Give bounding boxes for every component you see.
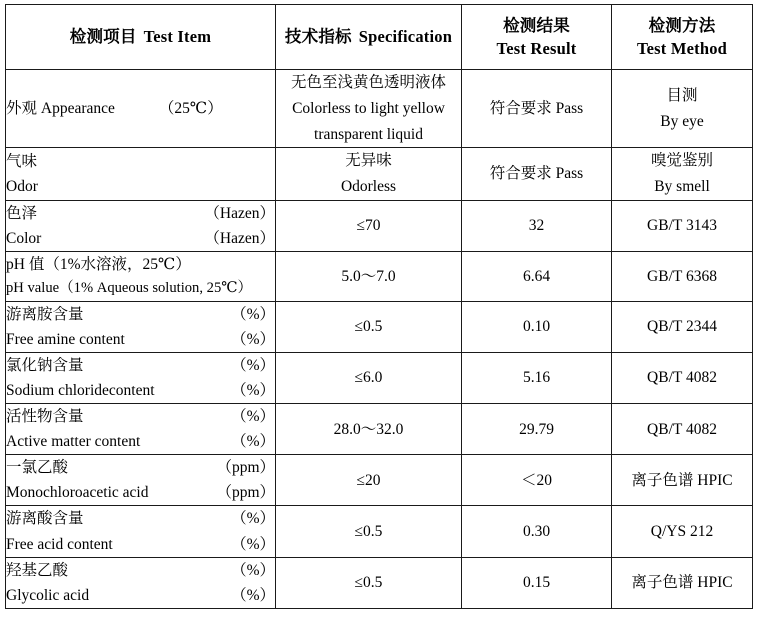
test-result-cell-content: 6.64	[522, 267, 551, 285]
test-item-unit: （%）	[231, 561, 275, 579]
specification-cell	[276, 251, 462, 301]
specification-table	[5, 4, 753, 609]
table-body	[6, 70, 753, 609]
test-item-unit: （%）	[231, 305, 275, 323]
test-item-unit: （ppm）	[216, 459, 275, 477]
test-item-name: pH 值（1%水溶液，25℃）	[6, 255, 191, 273]
test-item-line	[6, 302, 275, 327]
test-item-line	[6, 558, 275, 583]
test-item-name: 活性物含量	[6, 407, 84, 425]
test-item-unit: （%）	[231, 586, 275, 604]
specification-cell	[276, 455, 462, 506]
column-header-en: Test Result	[496, 39, 577, 58]
test-method-cell	[612, 455, 753, 506]
test-item-name: 羟基乙酸	[6, 561, 69, 579]
test-result-cell-content: 0.10	[522, 318, 551, 336]
test-item-line	[6, 583, 275, 608]
test-method-cell	[612, 557, 753, 608]
test-item-cell	[6, 301, 276, 352]
test-result-cell	[462, 301, 612, 352]
test-item-cell	[6, 506, 276, 557]
specification-cell-content: ≤0.5	[354, 318, 383, 336]
table-row	[6, 200, 753, 251]
test-result-cell-content: 符合要求 Pass	[489, 100, 584, 118]
test-item-line	[6, 378, 275, 403]
test-result-cell-content: 0.30	[522, 522, 551, 540]
test-method-cell	[612, 148, 753, 200]
test-item-name: 色泽	[6, 204, 38, 222]
test-result-cell-content: ＜20	[520, 471, 552, 489]
table-row	[6, 352, 753, 403]
test-result-cell	[462, 557, 612, 608]
test-method-cell-line: By eye	[660, 113, 704, 131]
test-result-cell-content: 32	[528, 217, 545, 235]
test-item-unit: （%）	[231, 510, 275, 528]
test-item-name: Monochloroacetic acid	[6, 484, 149, 502]
specification-cell-content: ≤6.0	[354, 369, 383, 387]
test-result-cell-content: 29.79	[519, 420, 554, 438]
test-item-cell	[6, 148, 276, 200]
test-item-unit: （%）	[231, 381, 275, 399]
specification-cell-line: 无异味	[345, 152, 392, 170]
table-row	[6, 148, 753, 200]
test-method-cell	[612, 352, 753, 403]
specification-cell-content: ≤70	[356, 217, 381, 235]
test-item-unit: （%）	[231, 535, 275, 553]
test-result-cell	[462, 200, 612, 251]
test-result-cell	[462, 352, 612, 403]
test-item-line	[6, 201, 275, 226]
test-item-name: Glycolic acid	[6, 586, 90, 604]
test-result-cell-content: 0.15	[522, 574, 551, 592]
specification-cell-content: ≤0.5	[354, 522, 383, 540]
test-result-cell	[462, 403, 612, 454]
test-item-line	[6, 480, 275, 505]
specification-cell	[276, 200, 462, 251]
column-header-content	[276, 25, 461, 48]
test-method-cell-content	[612, 83, 752, 134]
test-item-cell	[6, 557, 276, 608]
test-item-name: 氯化钠含量	[6, 356, 84, 374]
test-item-unit: （%）	[231, 433, 275, 451]
test-item-name: Sodium chloridecontent	[6, 381, 155, 399]
specification-cell-line: Colorless to light yellow	[292, 100, 445, 118]
test-result-cell	[462, 148, 612, 200]
test-item-line	[6, 226, 275, 251]
column-header-en: Specification	[358, 27, 453, 47]
test-item-line	[6, 532, 275, 557]
test-item-name: 一氯乙酸	[6, 459, 69, 477]
test-item-line	[6, 174, 275, 199]
column-header-content	[462, 14, 611, 61]
column-header-cn: 技术指标	[284, 27, 352, 47]
test-method-cell-content: GB/T 3143	[647, 217, 717, 235]
specification-cell-content	[276, 70, 461, 147]
specification-cell	[276, 506, 462, 557]
test-item-cell	[6, 403, 276, 454]
specification-cell-content: 5.0～7.0	[341, 267, 396, 285]
table-row	[6, 455, 753, 506]
test-item-unit: （%）	[231, 330, 275, 348]
test-result-cell	[462, 506, 612, 557]
test-item-line	[6, 353, 275, 378]
test-method-cell-line: By smell	[654, 178, 710, 196]
table-header	[6, 5, 753, 70]
specification-cell-line: 无色至浅黄色透明液体	[290, 74, 446, 91]
specification-cell	[276, 403, 462, 454]
test-result-cell-content: 符合要求 Pass	[489, 165, 584, 183]
test-item-line	[6, 429, 275, 454]
test-item-unit: （25℃）	[158, 100, 223, 118]
test-item-unit: （Hazen）	[204, 204, 275, 222]
test-item-line	[6, 96, 275, 121]
column-header-content	[6, 25, 275, 48]
test-item-line	[6, 506, 275, 531]
specification-cell	[276, 301, 462, 352]
test-result-cell-content: 5.16	[522, 369, 551, 387]
test-method-cell-content: QB/T 4082	[647, 420, 717, 438]
test-item-name: Free acid content	[6, 535, 113, 553]
column-header-en: Test Method	[636, 39, 728, 58]
test-item-line	[6, 252, 275, 277]
test-method-cell-content	[612, 148, 752, 199]
test-method-cell-line: 嗅觉鉴别	[650, 152, 713, 170]
test-item-name: Color	[6, 229, 42, 247]
test-item-line	[6, 277, 275, 301]
test-method-cell-content: QB/T 2344	[647, 318, 717, 336]
test-method-cell-content: QB/T 4082	[647, 369, 717, 387]
specification-cell-content	[276, 148, 461, 199]
specification-cell-content: ≤20	[356, 471, 381, 489]
test-item-cell	[6, 70, 276, 148]
test-item-line	[6, 404, 275, 429]
table-row	[6, 506, 753, 557]
column-header-cn: 检测项目	[69, 27, 137, 47]
table-row	[6, 301, 753, 352]
specification-cell	[276, 148, 462, 200]
table-row	[6, 70, 753, 148]
test-item-unit: （Hazen）	[204, 229, 275, 247]
table-row	[6, 403, 753, 454]
column-header-2	[276, 5, 462, 70]
test-item-line	[6, 327, 275, 352]
test-method-cell-content: GB/T 6368	[647, 267, 717, 285]
test-method-cell	[612, 70, 753, 148]
specification-cell-line: Odorless	[340, 178, 397, 196]
test-item-unit: （%）	[231, 407, 275, 425]
table-row	[6, 251, 753, 301]
test-result-cell	[462, 455, 612, 506]
test-item-name: 游离酸含量	[6, 510, 84, 528]
column-header-cn: 检测方法	[648, 15, 716, 35]
test-result-cell	[462, 251, 612, 301]
header-row	[6, 5, 753, 70]
test-item-cell	[6, 251, 276, 301]
test-method-cell-content: 离子色谱 HPIC	[631, 574, 733, 592]
test-method-cell-line: 目测	[666, 87, 698, 105]
test-method-cell	[612, 200, 753, 251]
specification-cell	[276, 557, 462, 608]
specification-cell	[276, 352, 462, 403]
test-item-unit: （ppm）	[216, 484, 275, 502]
specification-cell-line: transparent liquid	[314, 126, 423, 144]
test-item-name: 外观 Appearance	[6, 100, 115, 118]
specification-cell	[276, 70, 462, 148]
test-item-name: Odor	[6, 177, 38, 195]
column-header-3	[462, 5, 612, 70]
column-header-en: Test Item	[143, 27, 212, 47]
test-method-cell-content: Q/YS 212	[650, 522, 714, 540]
test-result-cell	[462, 70, 612, 148]
test-item-line	[6, 455, 275, 480]
test-item-cell	[6, 200, 276, 251]
test-item-cell	[6, 352, 276, 403]
column-header-cn: 检测结果	[503, 15, 570, 35]
test-item-unit: （%）	[231, 356, 275, 374]
test-method-cell	[612, 506, 753, 557]
test-method-cell	[612, 403, 753, 454]
test-item-name: 游离胺含量	[6, 305, 84, 323]
test-method-cell	[612, 301, 753, 352]
test-method-cell	[612, 251, 753, 301]
specification-cell-content: 28.0～32.0	[333, 420, 404, 438]
table-row	[6, 557, 753, 608]
test-item-name: Free amine content	[6, 330, 125, 348]
test-item-name: pH value（1% Aqueous solution, 25℃）	[6, 279, 253, 296]
test-item-line	[6, 149, 275, 174]
test-method-cell-content: 离子色谱 HPIC	[631, 471, 733, 489]
test-item-cell	[6, 455, 276, 506]
test-item-name: Active matter content	[6, 433, 141, 451]
test-item-name: 气味	[6, 152, 38, 170]
specification-cell-content: ≤0.5	[354, 574, 383, 592]
column-header-content	[612, 14, 752, 61]
column-header-4	[612, 5, 753, 70]
column-header-1	[6, 5, 276, 70]
